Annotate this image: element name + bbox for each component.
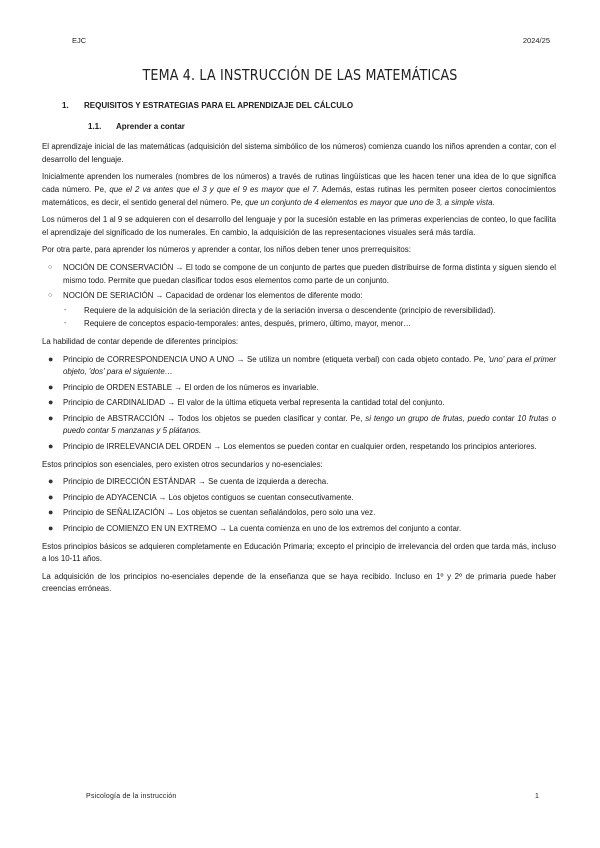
list-item xyxy=(42,492,556,505)
list-item xyxy=(42,262,556,287)
list-item-text: NOCIÓN DE SERIACIÓN → Capacidad de ordenar los elementos de diferente modo: xyxy=(63,291,363,301)
paragraph-2 xyxy=(42,171,556,209)
p2-text-e: . xyxy=(492,197,495,207)
disc-bullet-icon: ● xyxy=(48,353,54,364)
header-right: 2024/25 xyxy=(522,36,550,45)
list-item xyxy=(42,413,556,438)
list-item-text: Principio de ORDEN ESTABLE → El orden de los números es invariable. xyxy=(63,382,319,392)
page-number: 1 xyxy=(535,793,539,800)
section-heading xyxy=(62,100,556,113)
header-left: EJC xyxy=(72,36,87,45)
list-item xyxy=(42,441,556,454)
list-item-text: NOCIÓN DE CONSERVACIÓN → El todo se compone de un conjunto de partes que pueden distribuirse de forma distinta y siguen siendo el mismo todo. Permite que puedan clasificar todos esos elementos como parte de un conjunto. xyxy=(63,262,556,285)
circle-bullet-icon: ○ xyxy=(48,263,53,271)
disc-bullet-icon: ● xyxy=(48,523,54,534)
principles-list xyxy=(42,354,556,454)
disc-bullet-icon: ● xyxy=(48,491,54,502)
footer-course: Psicología de la instrucción xyxy=(86,793,177,800)
list-item-text: Requiere de la adquisición de la seriación directa y de la seriación inversa o descendente (principio de reversibilidad). xyxy=(84,305,496,315)
list-item xyxy=(42,523,556,536)
p2-example-1: que el 2 va antes que el 3 y que el 9 es mayor que el 7 xyxy=(109,184,317,194)
document-body xyxy=(42,100,556,601)
dash-bullet-icon: - xyxy=(64,320,67,328)
list-item-text: Principio de ADYACENCIA → Los objetos contiguos se cuentan consecutivamente. xyxy=(63,492,354,502)
subsection-number: 1.1. xyxy=(88,121,102,131)
paragraph-7: Estos principios básicos se adquieren completamente en Educación Primaria; excepto el principio de irrelevancia del orden que tarda más, incluso a los 10-11 años. xyxy=(42,541,556,564)
disc-bullet-icon: ● xyxy=(48,507,54,518)
list-item-text: Principio de DIRECCIÓN ESTÁNDAR → Se cuenta de izquierda a derecha. xyxy=(63,477,329,487)
disc-bullet-icon: ● xyxy=(48,381,54,392)
seriacion-list xyxy=(42,305,556,331)
paragraph-4: Por otra parte, para aprender los números y aprender a contar, los niños deben tener unos prerrequisitos: xyxy=(42,245,411,255)
list-item-example: si tengo un grupo de frutas, puedo contar 10 frutas o puedo contar 5 manzanas y 5 plátanos. xyxy=(63,413,556,436)
list-item-text: Principio de CORRESPONDENCIA UNO A UNO → Se utiliza un nombre (etiqueta verbal) con cada objeto contado. Pe, xyxy=(63,354,489,364)
list-item-text: Principio de ABSTRACCIÓN → Todos los objetos se pueden clasificar y contar. Pe, xyxy=(63,413,366,423)
circle-bullet-icon: ○ xyxy=(48,292,53,300)
disc-bullet-icon: ● xyxy=(48,412,54,423)
list-item xyxy=(42,305,556,318)
paragraph-5: La habilidad de contar depende de diferentes principios: xyxy=(42,336,239,346)
p2-text-c: . Además, estas rutinas les permiten poseer ciertos conocimientos matemáticos, es decir, el sentido general del número. Pe, xyxy=(42,184,556,207)
list-item-text: Principio de COMIENZO EN UN EXTREMO → La cuenta comienza en uno de los extremos del conjunto a contar. xyxy=(63,524,462,534)
section-label: REQUISITOS Y ESTRATEGIAS PARA EL APRENDIZAJE DEL CÁLCULO xyxy=(84,101,354,110)
list-item-text: Requiere de conceptos espacio-temporales: antes, después, primero, último, mayor, menor… xyxy=(84,319,412,329)
disc-bullet-icon: ● xyxy=(48,476,54,487)
prereq-list xyxy=(42,262,556,331)
p2-text-a: Inicialmente aprenden los numerales (nombres de los números) a través de rutinas lingüísticas que les hacen tener una idea de lo que significa cada número. Pe, xyxy=(42,172,556,194)
list-item xyxy=(42,382,556,395)
secondary-list xyxy=(42,476,556,535)
subsection-label: Aprender a contar xyxy=(116,121,185,131)
subsection-heading xyxy=(88,121,556,134)
disc-bullet-icon: ● xyxy=(48,441,54,452)
list-item xyxy=(42,290,556,331)
page-title: TEMA 4. LA INSTRUCCIÓN DE LAS MATEMÁTICAS xyxy=(142,66,458,85)
section-number: 1. xyxy=(62,101,69,110)
disc-bullet-icon: ● xyxy=(48,397,54,408)
list-item-text: Principio de IRRELEVANCIA DEL ORDEN → Los elementos se pueden contar en cualquier orden, respetando los principios anteriores. xyxy=(63,442,537,452)
list-item xyxy=(42,507,556,520)
paragraph-1: El aprendizaje inicial de las matemáticas (adquisición del sistema simbólico de los números) comienza cuando los niños aprenden a contar, con el desarrollo del lenguaje. xyxy=(42,142,556,164)
list-item xyxy=(42,476,556,489)
list-item-text: Principio de CARDINALIDAD → El valor de la última etiqueta verbal representa la cantidad total del conjunto. xyxy=(63,398,445,408)
list-item-example: 'uno' para el primer objeto, 'dos' para el siguiente… xyxy=(63,354,556,377)
paragraph-3: Los números del 1 al 9 se adquieren con el desarrollo del lenguaje y por la sucesión estable en las primeras experiencias de conteo, lo que facilita el aprendizaje del significado de los numerales. En cambio, la adquisición de las representaciones visuales será más tardía. xyxy=(42,215,556,237)
list-item xyxy=(42,397,556,410)
list-item xyxy=(42,354,556,379)
paragraph-6: Estos principios son esenciales, pero existen otros secundarios y no-esenciales: xyxy=(42,459,323,469)
dash-bullet-icon: - xyxy=(64,306,67,314)
p2-example-2: que un conjunto de 4 elementos es mayor que uno de 3, a simple vista xyxy=(245,197,493,207)
list-item-text: Principio de SEÑALIZACIÓN → Los objetos se cuentan señalándolos, pero solo una vez. xyxy=(63,508,376,518)
list-item xyxy=(42,318,556,331)
paragraph-8: La adquisición de los principios no-esenciales depende de la enseñanza que se haya recibido. Incluso en 1º y 2º de primaria puede haber creencias erróneas. xyxy=(42,571,556,594)
